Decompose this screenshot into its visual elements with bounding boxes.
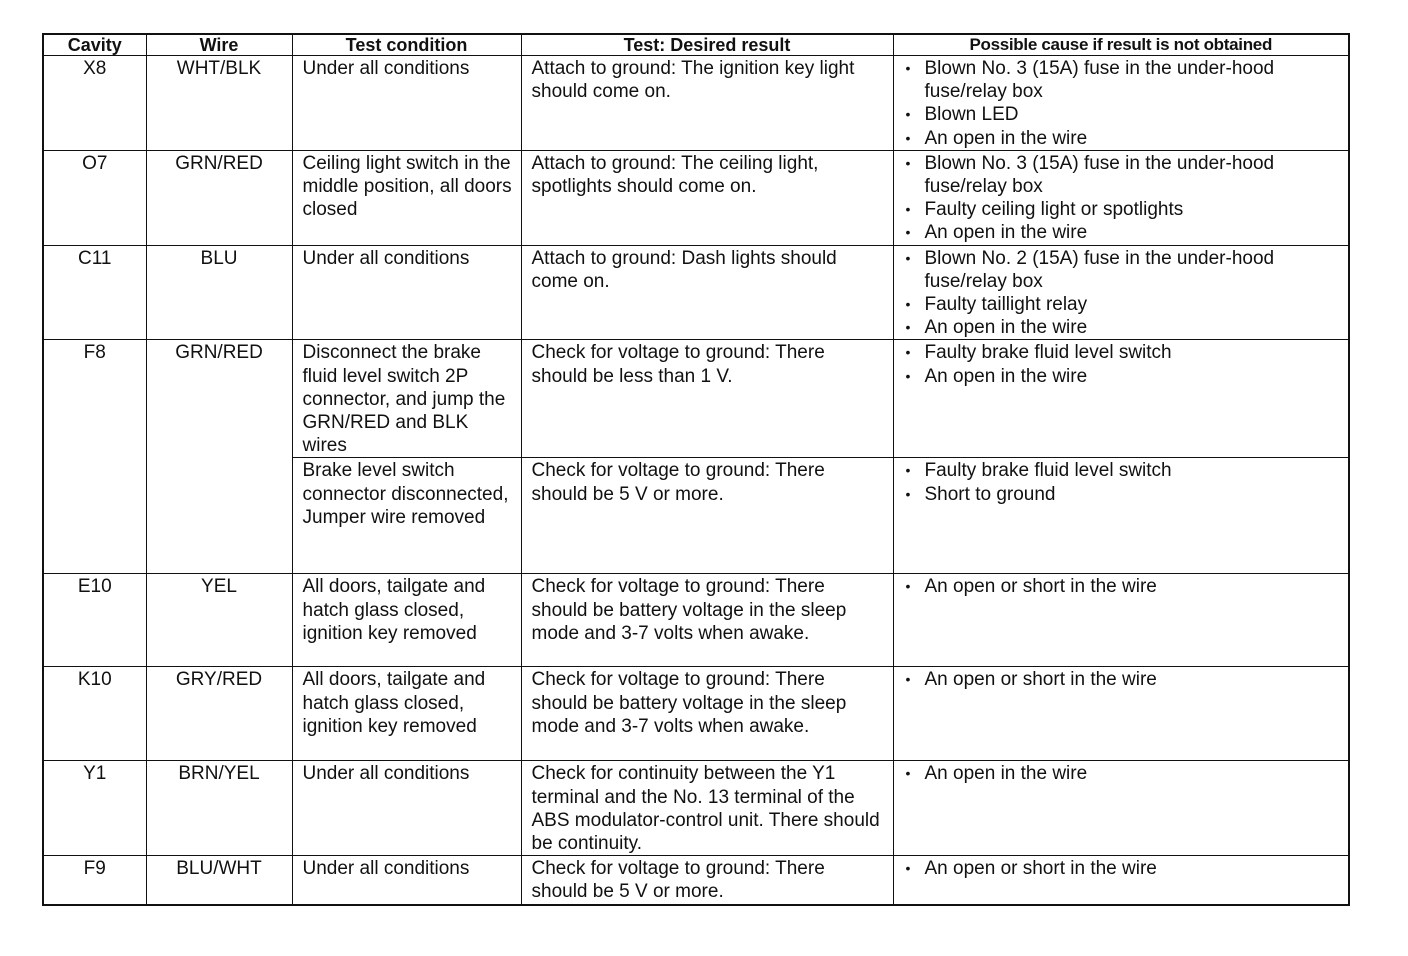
condition-cell: Ceiling light switch in the middle position, all doors closed [292, 150, 521, 245]
cavity-cell: Y1 [43, 761, 146, 856]
condition-cell: Under all conditions [292, 56, 521, 151]
condition-cell: Disconnect the brake fluid level switch 2P connector, and jump the GRN/RED and BLK wires [292, 340, 521, 458]
cause-list [904, 762, 1341, 785]
cause-list [904, 575, 1341, 598]
cause-item: • An open or short in the wire [904, 857, 1341, 880]
header-row [43, 34, 1349, 56]
cavity-cell: C11 [43, 245, 146, 340]
cavity-cell: E10 [43, 574, 146, 667]
header-wire: Wire [146, 34, 292, 56]
cause-item: • Faulty brake fluid level switch [904, 459, 1341, 482]
condition-cell: All doors, tailgate and hatch glass closed, ignition key removed [292, 667, 521, 761]
wire-cell: WHT/BLK [146, 56, 292, 151]
result-cell: Attach to ground: The ignition key light should come on. [521, 56, 893, 151]
cause-list [904, 341, 1341, 387]
cause-item: • Blown No. 3 (15A) fuse in the under-hood fuse/relay box [904, 57, 1341, 103]
cause-item: • An open in the wire [904, 127, 1341, 150]
cause-item: • Blown LED [904, 103, 1341, 126]
result-cell: Check for voltage to ground: There should be battery voltage in the sleep mode and 3-7 volts when awake. [521, 667, 893, 761]
cause-cell [893, 856, 1349, 905]
header-cavity: Cavity [43, 34, 146, 56]
wire-cell: BLU [146, 245, 292, 340]
cause-item: • Blown No. 2 (15A) fuse in the under-hood fuse/relay box [904, 247, 1341, 293]
cavity-cell: K10 [43, 667, 146, 761]
test-table [42, 33, 1350, 906]
cause-cell [893, 761, 1349, 856]
wire-cell: GRN/RED [146, 340, 292, 574]
condition-cell: All doors, tailgate and hatch glass closed, ignition key removed [292, 574, 521, 667]
cause-list [904, 152, 1341, 245]
cause-list [904, 247, 1341, 340]
cause-cell [893, 340, 1349, 458]
header-test-condition: Test condition [292, 34, 521, 56]
condition-cell: Brake level switch connector disconnected, Jumper wire removed [292, 458, 521, 574]
table-row [43, 56, 1349, 151]
cause-item: • An open in the wire [904, 762, 1341, 785]
result-cell: Check for voltage to ground: There should be less than 1 V. [521, 340, 893, 458]
table-row [43, 667, 1349, 761]
cause-item: • Faulty ceiling light or spotlights [904, 198, 1341, 221]
table-row [43, 856, 1349, 905]
cause-cell [893, 667, 1349, 761]
cavity-cell: X8 [43, 56, 146, 151]
cause-list [904, 57, 1341, 150]
wire-cell: BRN/YEL [146, 761, 292, 856]
condition-cell: Under all conditions [292, 245, 521, 340]
cause-cell [893, 150, 1349, 245]
cause-list [904, 857, 1341, 880]
table-row [43, 150, 1349, 245]
cause-item: • Faulty taillight relay [904, 293, 1341, 316]
cavity-cell: F8 [43, 340, 146, 574]
cause-item: • An open or short in the wire [904, 668, 1341, 691]
table-row [43, 340, 1349, 458]
result-cell: Check for voltage to ground: There should be battery voltage in the sleep mode and 3-7 volts when awake. [521, 574, 893, 667]
wire-cell: YEL [146, 574, 292, 667]
cause-cell [893, 458, 1349, 574]
cause-item: • An open in the wire [904, 221, 1341, 244]
cause-cell [893, 56, 1349, 151]
cause-cell [893, 574, 1349, 667]
cause-item: • Faulty brake fluid level switch [904, 341, 1341, 364]
table-row [43, 574, 1349, 667]
header-desired-result: Test: Desired result [521, 34, 893, 56]
cavity-cell: F9 [43, 856, 146, 905]
wire-cell: GRN/RED [146, 150, 292, 245]
wire-cell: BLU/WHT [146, 856, 292, 905]
cause-item: • An open in the wire [904, 365, 1341, 388]
cause-item: • An open in the wire [904, 316, 1341, 339]
result-cell: Check for voltage to ground: There should be 5 V or more. [521, 856, 893, 905]
cavity-cell: O7 [43, 150, 146, 245]
header-possible-cause: Possible cause if result is not obtained [893, 34, 1349, 56]
cause-item: • Blown No. 3 (15A) fuse in the under-hood fuse/relay box [904, 152, 1341, 198]
result-cell: Check for voltage to ground: There should be 5 V or more. [521, 458, 893, 574]
cause-list [904, 459, 1341, 505]
cause-cell [893, 245, 1349, 340]
result-cell: Check for continuity between the Y1 terminal and the No. 13 terminal of the ABS modulator-control unit. There should be continuity. [521, 761, 893, 856]
table-row [43, 761, 1349, 856]
wire-cell: GRY/RED [146, 667, 292, 761]
result-cell: Attach to ground: Dash lights should come on. [521, 245, 893, 340]
condition-cell: Under all conditions [292, 761, 521, 856]
result-cell: Attach to ground: The ceiling light, spotlights should come on. [521, 150, 893, 245]
cause-list [904, 668, 1341, 691]
table-row [43, 245, 1349, 340]
condition-cell: Under all conditions [292, 856, 521, 905]
cause-item: • Short to ground [904, 483, 1341, 506]
cause-item: • An open or short in the wire [904, 575, 1341, 598]
